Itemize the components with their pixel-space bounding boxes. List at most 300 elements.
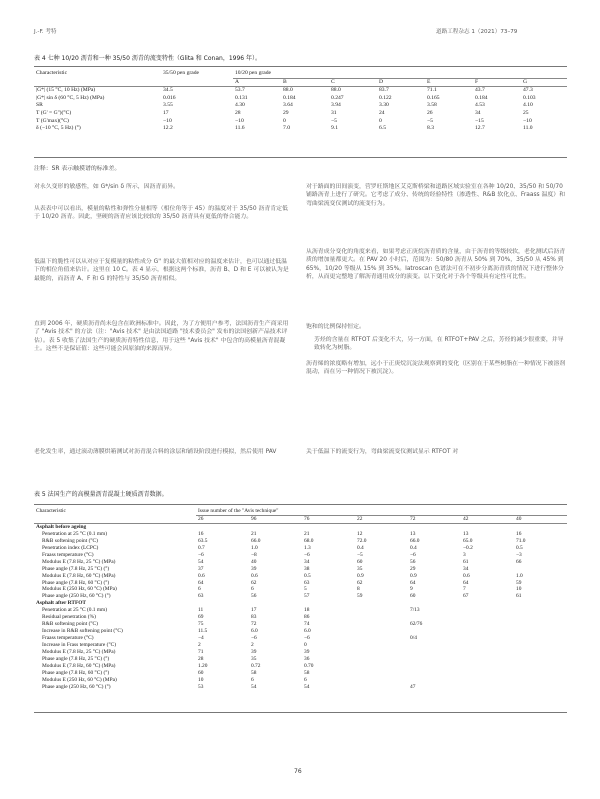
table5-cell: 6.0 (304, 628, 311, 635)
table5-row-label: Modulus E (7.8 Hz, 60 °C) (MPa) (42, 662, 116, 669)
table5-cell (408, 628, 461, 635)
table4-cell: 4.30 (235, 102, 245, 109)
table5-row (34, 656, 567, 663)
table5-cell: 83 (251, 614, 257, 621)
table5-cell: 11.5 (198, 628, 208, 635)
table5-row-label: Modulus E (250 Hz, 60 °C) (MPa) (42, 676, 117, 683)
table4-row-label: |G*| (15 °C, 10 Hz) (MPa) (36, 87, 96, 94)
table5-row-label: Penetration at 25 °C (0.1 mm) (42, 607, 108, 614)
paragraph-right-5: 沥青烯的浓度略有增加，远小于正庚烷沉淀法观察到的变化（区别在于某些树脂在一种情况下被溶剂混动，而在另一种情况下被沉淀）。 (306, 361, 566, 376)
table5-cell: 54 (198, 558, 204, 565)
table5-cell: −6 (304, 551, 310, 558)
table5-cell: 66.0 (251, 537, 261, 544)
table5-cell: 9 (410, 586, 413, 593)
table4 (34, 70, 567, 133)
table5-head-row-1 (34, 508, 567, 515)
table5-cell: 39 (304, 649, 310, 656)
table4-head-cell: C (331, 78, 335, 85)
table5-cell: −5 (357, 551, 363, 558)
table5-cell: 0.4 (410, 544, 417, 551)
table5-cell (461, 677, 514, 684)
table5-cell: 16 (198, 530, 204, 537)
table5-cell: 2 (251, 642, 254, 649)
table4-row-label: |G*| sin δ (60 °C, 5 Hz) (MPa) (36, 94, 105, 101)
table5-cell: 0.6 (198, 572, 205, 579)
table5-cell: 61 (516, 593, 522, 600)
table5-cell: 5 (304, 586, 307, 593)
table5-cell (355, 663, 408, 670)
table5-cell: 72.0 (357, 537, 367, 544)
table5-head-cell: 72 (410, 515, 416, 522)
table4-head-characteristic: Characteristic (36, 70, 68, 76)
table5-cell: 0.7 (198, 544, 205, 551)
table5-cell: 38 (304, 565, 310, 572)
table5-cell: 0.5 (516, 544, 523, 551)
table5-cell: 53 (198, 683, 204, 690)
table4-head-cell (34, 78, 161, 87)
table5-row (34, 593, 567, 600)
table5-row (34, 545, 567, 552)
table5-row-label: Increase in R&B softening point (°C) (42, 628, 123, 635)
table5-cell (514, 642, 567, 649)
table5-cell (196, 523, 249, 530)
table5-cell (249, 600, 302, 607)
table5-cell: 13 (410, 530, 416, 537)
table5-caption: 表 5 法国生产的高模量沥青混凝土硬质沥青数据。 (34, 491, 168, 498)
table4-cell: 0 (283, 117, 286, 124)
table5-cell (461, 628, 514, 635)
table4-cell: −15 (475, 117, 484, 124)
paragraph-right-4: 芳烃的含量在 RTFOT 后变化不大，另一方面，在 RTFOT+PAV 之后，芳烃的减少很重要，并导致转化为树脂。 (314, 337, 564, 352)
table5-cell: 35 (357, 565, 363, 572)
table5-cell: 10 (198, 676, 204, 683)
table5-cell (461, 656, 514, 663)
table5-row (34, 649, 567, 656)
paragraph-left-3: 低温下的脆性可以从对应于复模量的粘性成分 G'' 的最大值相对应的温度来估计，也可以通过低温下的相位角值来估计。这里在 10 C。表 4 显示，根据这两个标准，沥青 B、D 和 E 可以被认为是最脆的，而沥青 A、F 和 G 的特性与 35/50 沥青相似。 (34, 259, 289, 282)
table4-cell: −10 (235, 117, 244, 124)
table5-cell: 54 (304, 683, 310, 690)
table5-cell (408, 649, 461, 656)
table5-cell (461, 607, 514, 614)
table5-cell: 1.0 (516, 572, 523, 579)
table4-head-cell: D (379, 78, 384, 85)
table5-cell: 59 (516, 579, 522, 586)
table5-cell: 67 (463, 593, 469, 600)
table5-cell: 60 (357, 558, 363, 565)
table5-cell: 64 (463, 579, 469, 586)
table5-cell: −6 (198, 551, 204, 558)
table4-cell: 11.6 (235, 125, 245, 132)
table4-row-label: δ (−10 °C, 5 Hz) (°) (36, 125, 81, 132)
table5-cell (461, 649, 514, 656)
table4-note: 注释：SR 表示触摸谱的标准差。 (34, 166, 121, 172)
table4-row-label: T (G' = G'')(°C) (36, 109, 72, 116)
table4-head-row-1 (34, 70, 567, 78)
table5-cell: 10 (516, 586, 522, 593)
table4-cell: −10 (523, 117, 532, 124)
running-header-right: 道路工程杂志 1（2021）73–79 (436, 29, 518, 35)
table4-cell: 28 (235, 109, 241, 116)
table5-cell: −6 (251, 635, 257, 642)
table5-head-cell: 26 (198, 515, 204, 522)
table5-cell: 39 (251, 649, 257, 656)
table5-cell: 66.0 (410, 537, 420, 544)
table5-row (34, 684, 567, 691)
table4-cell: 71.1 (427, 87, 437, 94)
table5-cell: 40 (251, 558, 257, 565)
table5-cell (355, 621, 408, 628)
table4-head-cell (161, 78, 233, 87)
table5-bottom-rule (34, 712, 567, 713)
table4-cell: 34 (475, 109, 481, 116)
table4-row (34, 102, 567, 110)
table5-row-label: Phase angle (7.8 Hz, 60 °C) (°) (42, 579, 110, 586)
table5-cell (514, 621, 567, 628)
table5-head-row-2 (34, 515, 567, 523)
table5-cell: 75 (198, 621, 204, 628)
table5-cell: 6 (304, 676, 307, 683)
table5-cell: 0 (304, 642, 307, 649)
table4-cell: 43.7 (475, 87, 485, 94)
table5-cell: 11 (198, 607, 204, 614)
table4-cell: 83.7 (379, 87, 389, 94)
table5-row-label: Phase angle (7.8 Hz, 60 °C) (°) (42, 669, 110, 676)
table4-row (34, 87, 567, 95)
table4-head-cell: E (427, 78, 431, 85)
table5-cell (408, 656, 461, 663)
table5-row (34, 677, 567, 684)
table5-cell: 63.5 (198, 537, 208, 544)
table5-cell (408, 523, 461, 530)
table4-row (34, 118, 567, 126)
table5-cell: 86 (304, 614, 310, 621)
table4-cell: 47.3 (523, 87, 533, 94)
table5-cell: 36 (304, 656, 310, 663)
table4-cell: 6.5 (379, 125, 386, 132)
table5-cell: 39 (251, 565, 257, 572)
table5-cell (408, 614, 461, 621)
table4-cell: 4.53 (475, 102, 485, 109)
table5-row-label: Phase angle (7.8 Hz, 25 °C) (°) (42, 565, 110, 572)
table4-cell: 7.0 (283, 125, 290, 132)
table5-head-cell: 40 (516, 515, 522, 522)
table5-cell (461, 614, 514, 621)
table5-cell (461, 621, 514, 628)
table4-cell: 11.0 (523, 125, 533, 132)
table5-cell: −6 (410, 551, 416, 558)
table5-cell (514, 656, 567, 663)
table4-head-35-50: 35/50 pen grade (163, 70, 200, 76)
table5-row-label: R&B softening point (°C) (42, 537, 98, 544)
table5-cell (355, 614, 408, 621)
table4-head-row-2 (34, 78, 567, 87)
table5-cell (355, 628, 408, 635)
table5-cell (461, 600, 514, 607)
table4-row (34, 95, 567, 103)
table5-cell: 6 (251, 586, 254, 593)
table5-cell: −3 (516, 551, 522, 558)
table5-cell: 0/4 (410, 635, 417, 642)
table5-row (34, 573, 567, 580)
table4-cell: 53.7 (235, 87, 245, 94)
table5-section-row (34, 600, 567, 607)
table4-cell: 3.55 (163, 102, 173, 109)
table5-cell (514, 628, 567, 635)
table5-cell (461, 684, 514, 691)
table5-cell (514, 614, 567, 621)
table5-cell: 29 (410, 565, 416, 572)
table5-row-label: Modulus E (7.8 Hz, 60 °C) (MPa) (42, 572, 116, 579)
table5-cell (461, 523, 514, 530)
table5-cell: 6 (198, 586, 201, 593)
table5-cell: 2 (198, 642, 201, 649)
table5-cell: 62/76 (410, 621, 423, 628)
table5-cell: 0.9 (410, 572, 417, 579)
table5-cell: 1.3 (304, 544, 311, 551)
table5-cell (461, 663, 514, 670)
table4-bottom-rule (34, 157, 567, 158)
table5-row-label: Phase angle (250 Hz, 60 °C) (°) (42, 683, 111, 690)
table5-cell (249, 523, 302, 530)
table5-cell: 16 (516, 530, 522, 537)
table5-cell (408, 642, 461, 649)
table4-row (34, 110, 567, 118)
table4-cell: 17 (163, 109, 169, 116)
table5-row (34, 607, 567, 614)
table5-cell: 58 (304, 669, 310, 676)
table5-cell: 13 (463, 530, 469, 537)
paragraph-left-4: 直到 2006 年，硬质沥青尚未包含在欧洲标准中。因此，为了方便用户参考，法国沥青生产商采用了 "Avis 技术" 的方法（注："Avis 技术" 是由法国道路 "技术委员会" 发布的法国创新产品技术评估）。表 5 收集了法国生产的硬质沥青特性信息，用于这些 "Avis 技术" 中包含的高模量沥青混凝土。这些不是保证值：这些可能会因原油的来源而异。 (34, 321, 289, 353)
table4-head-cell: A (235, 78, 240, 85)
table5-row (34, 538, 567, 545)
table5-cell: 12 (357, 530, 363, 537)
table5-cell (408, 663, 461, 670)
table5-cell: 0.9 (357, 572, 364, 579)
paragraph-right-2: 从沥青成分变化的角度来看，如果考虑正庚烷沥青质的含量，由于沥青的等级较软，老化测试后沥青质的增加量都更大。在 PAV 20 小时后，范围为：50/80 沥青从 50% 到 70%，35/50 从 45% 到 65%，10/20 等级从 15% 到 35%。Iatroscan 色谱法可在不初步分离沥青质的情况下进行整体分析，从而更完整地了解沥青通用成分的演变。以下变化对于各个等级具有定性可比性。 (306, 249, 566, 281)
table5-cell (514, 523, 567, 530)
table4-row-label: T (G'max)(°C) (36, 117, 69, 124)
table4-head-cell: G (523, 78, 528, 85)
table5-cell (514, 600, 567, 607)
table5-cell: 63 (304, 579, 310, 586)
table5-cell: 35 (251, 656, 257, 663)
table5-section-label: Asphalt before ageing (36, 523, 87, 530)
table4-cell: 24 (379, 109, 385, 116)
table5-section-label: Asphalt after RTFOT (36, 600, 87, 607)
table5-cell: 65.0 (463, 537, 473, 544)
table5-cell: 18 (304, 607, 310, 614)
table5-cell (514, 635, 567, 642)
table5-cell (355, 642, 408, 649)
table5-cell: 59 (357, 593, 363, 600)
paragraph-right-1: 对于路面的田间演变，营罗旺斯地区艾克斯桥梁和道路区域实验室在各种 10/20、35/50 和 50/70 铺路沥青上进行了研究。它考虑了成分、传统的经验特性（渗透性、R&B 软化点、Fraass 温度）和弯曲梁流变仪测试的流变行为。 (306, 184, 566, 207)
table4-cell: 31 (331, 109, 337, 116)
table5-cell: 0.4 (357, 544, 364, 551)
table5-row (34, 614, 567, 621)
table5-cell (514, 663, 567, 670)
table5-cell: 57 (304, 593, 310, 600)
table5-cell: 6.0 (251, 628, 258, 635)
table5-cell: 56 (410, 558, 416, 565)
table4-head-cell: B (283, 78, 287, 85)
table5-head-characteristic: Characteristic (36, 508, 66, 514)
table5-head-cell: 22 (357, 515, 363, 522)
table5-cell (408, 600, 461, 607)
table5-cell (461, 642, 514, 649)
paragraph-left-1: 对永久变形的敏感性，如 G*/sin δ 所示，因沥青而异。 (34, 184, 179, 190)
paragraph-right-6: 关于低温下的流变行为，弯曲梁流变仪测试显示 RTFOT 对 (306, 449, 459, 455)
table4-cell: 25 (523, 109, 529, 116)
table4-head-cell: F (475, 78, 479, 85)
table5-cell (408, 670, 461, 677)
paragraph-right-3: 饱和的比例保持恒定。 (306, 324, 365, 330)
table5-row-label: Fraass temperature (°C) (42, 551, 94, 558)
table5-cell (514, 670, 567, 677)
table5-row-label: Modulus E (7.8 Hz, 25 °C) (MPa) (42, 558, 116, 565)
table5-head-cell: 76 (304, 515, 310, 522)
table5-cell: 21 (304, 530, 310, 537)
table5-row-label: Penetration index (LCPC) (42, 544, 99, 551)
table5-cell (514, 649, 567, 656)
table5-head-issue: Issue number of the "Avis technique" (196, 508, 567, 515)
table5-cell: 7/13 (410, 607, 420, 614)
table5-cell: −6 (304, 635, 310, 642)
table4-cell: 3.94 (331, 102, 341, 109)
running-header-left: J.-F. 考特 (34, 29, 57, 35)
table5-cell: 62 (251, 579, 257, 586)
table5-cell: 61 (463, 558, 469, 565)
table5-cell: 56 (251, 593, 257, 600)
table4-cell: 4.10 (523, 102, 533, 109)
paragraph-left-2: 从表表中可以看出，模量的粘性和弹性分量相等（相位角等于 45）的温度对于 35/50 沥青肯定低于 10/20 沥青。因此，坚硬的沥青应该比较软的 35/50 沥青具有更低的脊合能力。 (34, 206, 288, 221)
table5-top-rule (34, 504, 567, 505)
table4-body (34, 87, 567, 133)
table5-cell: 47 (410, 683, 416, 690)
table4-cell: 3.64 (283, 102, 293, 109)
paragraph-left-5: 老化发生率，通过滚动薄膜烘箱测试对沥青混合料的涂层和铺设阶段进行模拟，然后使用 PAV (34, 449, 277, 455)
table5-cell (355, 677, 408, 684)
table5-cell (461, 670, 514, 677)
table5-cell (355, 656, 408, 663)
table4-cell: 88.0 (331, 87, 341, 94)
table4-cell: 88.0 (283, 87, 293, 94)
table5-body (34, 523, 567, 690)
table4-cell: −5 (427, 117, 433, 124)
table4-cell: 0.184 (475, 94, 488, 101)
table5-cell: 60 (410, 593, 416, 600)
table5-cell: 54 (251, 683, 257, 690)
table5-cell (514, 607, 567, 614)
table4-cell: 26 (427, 109, 433, 116)
table5-cell: 3 (463, 551, 466, 558)
table4-cell: 9.1 (331, 125, 338, 132)
table5-cell (514, 677, 567, 684)
table5-cell: −8 (251, 551, 257, 558)
table5-row-label: Phase angle (7.8 Hz, 25 °C) (°) (42, 656, 110, 663)
table5-cell: 63 (198, 593, 204, 600)
table5-cell (355, 635, 408, 642)
table4-cell: 0.131 (235, 94, 248, 101)
table4-cell: −10 (163, 117, 172, 124)
table5-cell: 64 (198, 579, 204, 586)
table5-cell: 8 (357, 586, 360, 593)
table5-cell (355, 684, 408, 691)
table5-section-row (34, 523, 567, 530)
table5-row-label: Increase in Frass temperature (°C) (42, 642, 117, 649)
table5-row (34, 552, 567, 559)
table5-cell: 66 (516, 558, 522, 565)
table5-cell (355, 523, 408, 530)
table5-row (34, 663, 567, 670)
table5-cell (302, 523, 355, 530)
table5-cell (408, 677, 461, 684)
table5-cell (355, 600, 408, 607)
table5-row-label: Modulus E (7.8 Hz, 25 °C) (MPa) (42, 649, 116, 656)
table5-cell: 0.5 (304, 572, 311, 579)
table5-cell: 17 (251, 607, 257, 614)
table5-cell: 0.70 (304, 662, 314, 669)
table5-row-label: R&B softening point (°C) (42, 621, 98, 628)
table4-top-rule (34, 66, 567, 67)
table4-cell: 0.247 (331, 94, 344, 101)
table5-cell: 62 (357, 579, 363, 586)
table4-cell: 8.3 (427, 125, 434, 132)
table5-cell: 1.0 (251, 544, 258, 551)
table4-cell: 0.016 (163, 94, 176, 101)
table5-row (34, 531, 567, 538)
table4-row-label: SR (36, 102, 43, 109)
table5-cell (355, 670, 408, 677)
table5-cell: 60 (198, 669, 204, 676)
table4-cell: 0.103 (523, 94, 536, 101)
table5-cell (514, 566, 567, 573)
table4-cell: −5 (331, 117, 337, 124)
table5-cell: 0.6 (463, 572, 470, 579)
table4-head-10-20: 10/20 pen grade (233, 70, 567, 78)
table4-cell: 3.30 (379, 102, 389, 109)
table4-row (34, 125, 567, 133)
table5-row-label: Penetration at 25 °C (0.1 mm) (42, 530, 108, 537)
table5-cell: 72 (251, 621, 257, 628)
table4-cell: 0 (379, 117, 382, 124)
table5-head-cell: 42 (463, 515, 469, 522)
table5-cell: 58 (251, 669, 257, 676)
table5-cell: −0.2 (463, 544, 473, 551)
table5-row (34, 670, 567, 677)
table5-row (34, 628, 567, 635)
table5-row (34, 586, 567, 593)
table5-cell: 71 (198, 649, 204, 656)
table5 (34, 508, 567, 691)
table5-cell: 0.6 (251, 572, 258, 579)
table4-cell: 0.165 (427, 94, 440, 101)
table5-cell (514, 684, 567, 691)
table5-cell: 37 (198, 565, 204, 572)
table5-cell: 21 (251, 530, 257, 537)
table5-cell: 34 (463, 565, 469, 572)
table5-cell (355, 607, 408, 614)
table5-head-cell (34, 515, 196, 523)
page-number: 76 (294, 768, 302, 775)
table5-cell: 0.72 (251, 662, 261, 669)
table5-row-label: Fraass temperature (°C) (42, 635, 94, 642)
table5-cell (196, 600, 249, 607)
table5-cell: 68.0 (304, 537, 314, 544)
table4-cell: 0.122 (379, 94, 392, 101)
table4-cell: 3.58 (427, 102, 437, 109)
table5-row-label: Modulus E (250 Hz, 60 °C) (MPa) (42, 586, 117, 593)
table4-cell: 29 (283, 109, 289, 116)
